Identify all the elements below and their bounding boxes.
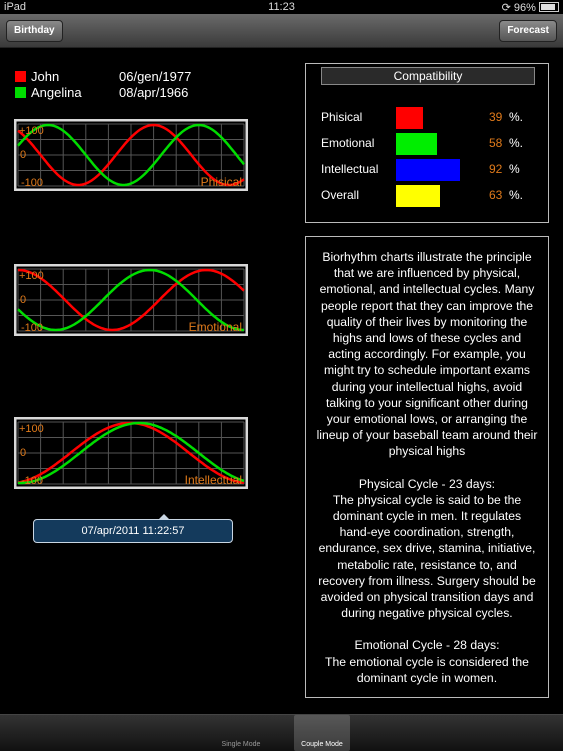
person-1-name: John [31,69,60,84]
physical-chart[interactable] [14,119,248,191]
compat-value-1: 58 [489,136,503,150]
compat-unit-3: %. [509,188,524,202]
compat-value-3: 63 [489,188,503,202]
compat-bar-2 [396,159,460,181]
person-2-birthdate: 08/apr/1966 [119,85,189,100]
description-intro: Biorhythm charts illustrate the principle that we are influenced by physical, emotional, and intellectual cycles. Many people report that they can improve the quality of their lives by monitoring the highs and lows of these cycles and acting accordingly. For example, you might try to schedule important exams during your intellectual highs, avoid talking to your significant other during your emotional lows, or arranging the lineup of your baseball team around their physical highs [316,250,538,459]
y-label-bottom: -100 [21,177,44,189]
compat-unit-2: % [509,162,520,176]
description-text [306,237,548,686]
compat-label-1: Emotional [321,136,375,150]
battery-percent: 96% [513,2,536,14]
emotional-cycle-title: Emotional Cycle - 28 days: [354,638,500,653]
compat-value-0: 39 [489,110,503,124]
emotional-chart[interactable] [14,264,248,336]
compat-label-3: Overall [321,188,360,202]
y-label-mid: 0 [20,447,27,459]
person-2 [15,85,82,100]
emotional-cycle-text: The emotional cycle is considered the dominant cycle in women. [325,654,529,685]
compatibility-panel [305,63,549,223]
tab-couple-mode[interactable] [294,715,350,751]
forecast-button[interactable]: Forecast [499,20,557,42]
chart-svg [14,119,248,191]
intellectual-chart[interactable] [14,417,248,489]
status-right [502,1,559,14]
compat-bar-1 [396,133,437,155]
description-panel[interactable] [305,236,549,698]
lock-rotation-icon: ⟳ [501,2,511,14]
birthday-button[interactable]: Birthday [6,20,63,42]
compat-unit-1: %. [509,136,524,150]
tab-couple-mode-label: Couple Mode [301,741,343,748]
compat-unit-0: %. [509,110,524,124]
date-time-bubble[interactable]: 07/apr/2011 11:22:57 [33,519,233,543]
physical-cycle-text: The physical cycle is said to be the dominant cycle in men. It regulates hand-eye coordination, strength, endurance, sex drive, stamina, initiative, metabolic rate, resistance to, and recovery from illness. Surgery should be avoided on physical transition days and during negative physical cycles. [318,492,536,621]
compat-bar-0 [396,107,423,129]
chart-label: Emotional [188,320,242,334]
y-label-top: +100 [19,423,44,435]
tab-single-mode-label: Single Mode [221,741,261,748]
status-bar [0,0,563,14]
navigation-bar [0,14,563,48]
person-2-name: Angelina [31,85,82,100]
person-1-birthdate: 06/gen/1977 [119,69,192,84]
y-label-mid: 0 [20,149,27,161]
person-1-swatch [15,71,26,82]
battery-icon [539,2,559,12]
person-2-swatch [15,87,26,98]
person-1 [15,69,59,84]
compat-label-2: Intellectual [321,162,379,176]
chart-svg [14,417,248,489]
carrier-label: iPad [4,1,27,13]
tab-bar [0,714,563,751]
y-label-bottom: -100 [21,475,44,487]
tab-single-mode[interactable] [213,715,269,751]
physical-cycle-title: Physical Cycle - 23 days: [358,476,496,491]
compatibility-title: Compatibility [321,67,535,85]
chart-svg [14,264,248,336]
clock: 11:23 [268,1,295,13]
compat-bar-3 [396,185,440,207]
chart-label: Intellectual [184,473,242,487]
compat-value-2: 92 [489,162,503,176]
y-label-mid: 0 [20,294,27,306]
y-label-bottom: -100 [21,322,44,334]
compat-label-0: Phisical [321,110,363,124]
y-label-top: +100 [19,125,44,137]
chart-label: Phisical [200,175,242,189]
y-label-top: +100 [19,270,44,282]
